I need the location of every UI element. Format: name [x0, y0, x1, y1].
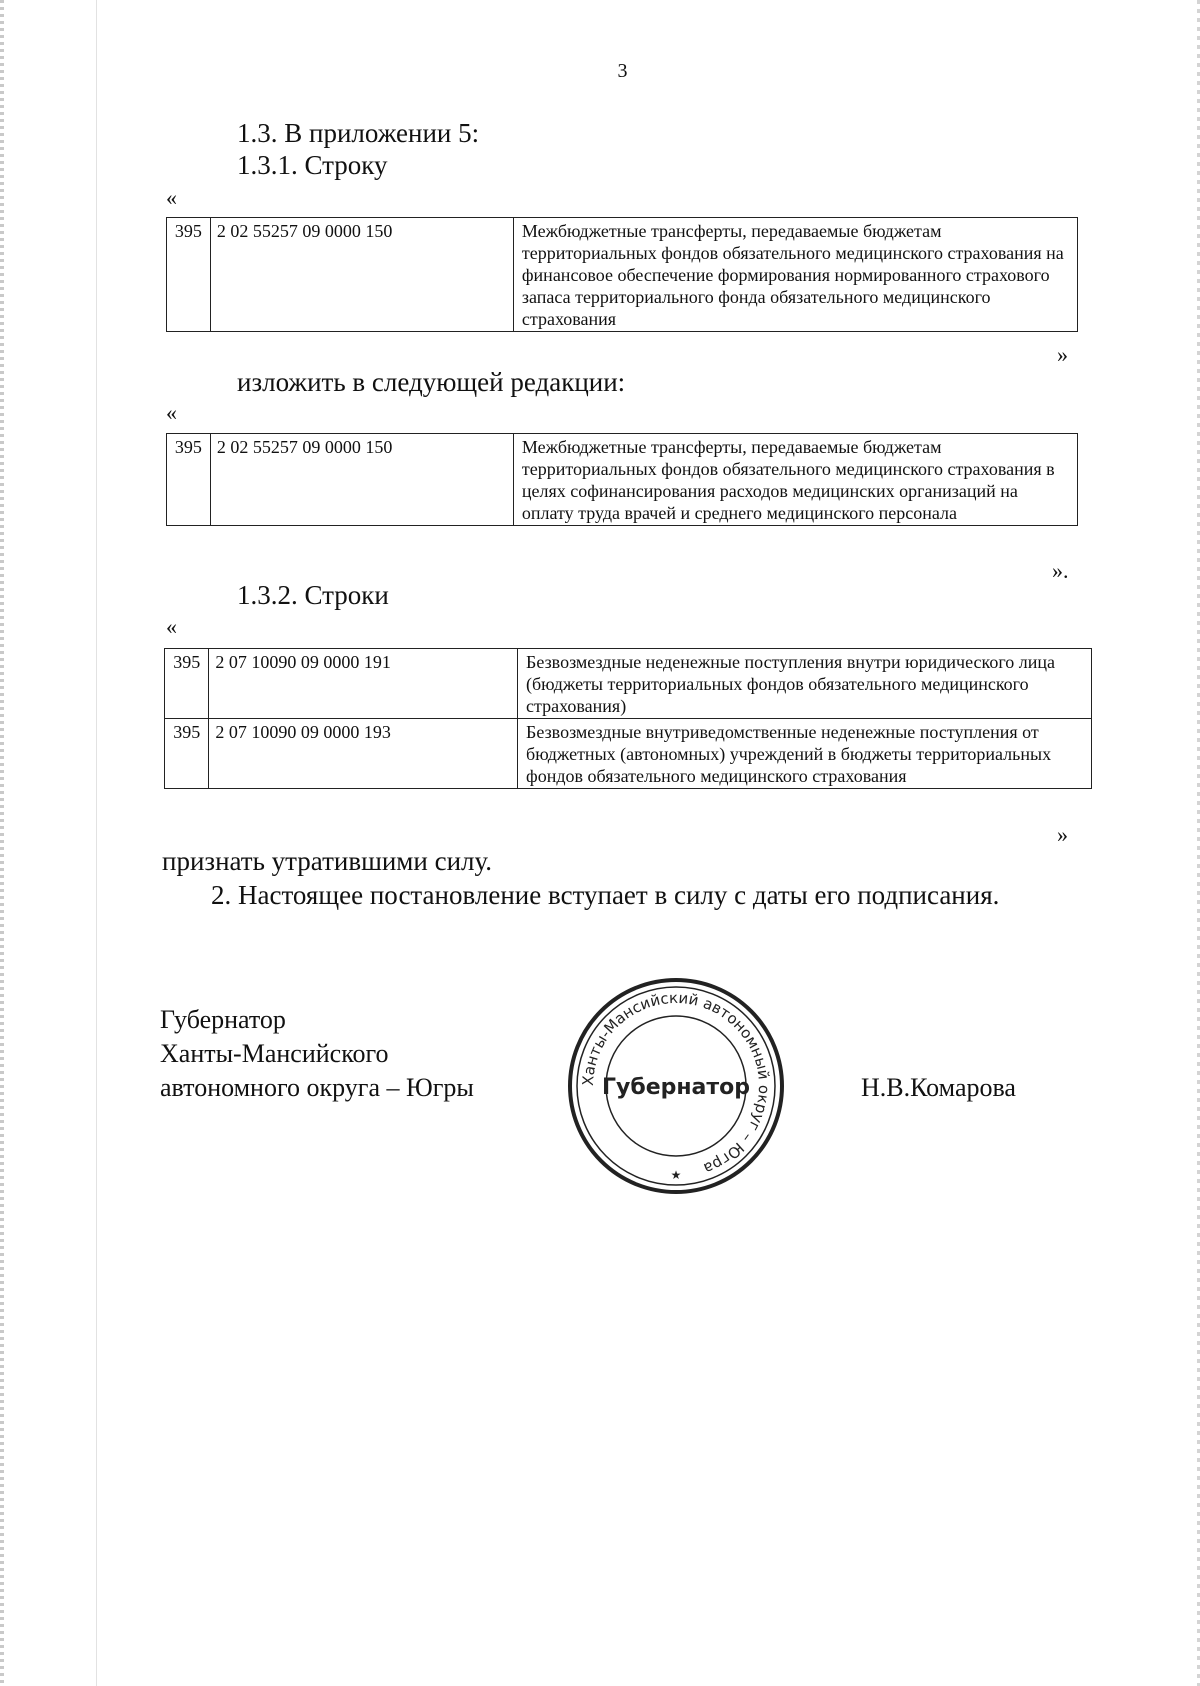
description-cell: Безвозмездные неденежные поступления внутри юридического лица (бюджеты территориальных фондов обязательного медицинского страхования) [518, 649, 1092, 719]
table-original-row [166, 217, 1078, 332]
code-cell: 395 [165, 649, 209, 719]
section-1-3-2-heading: 1.3.2. Строки [237, 580, 389, 610]
code-cell: 395 [167, 218, 211, 332]
description-cell: Безвозмездные внутриведомственные неденежные поступления от бюджетных (автономных) учреждений в бюджеты территориальных фондов обязательного медицинского страхования [518, 719, 1092, 789]
signatory-title-line: автономного округа – Югры [160, 1073, 474, 1102]
restate-instruction: изложить в следующей редакции: [237, 367, 626, 397]
scan-edge-left [0, 0, 4, 1686]
seal-star: ★ [670, 1168, 682, 1182]
kbk-cell: 2 02 55257 09 0000 150 [210, 434, 513, 526]
invalidate-text: признать утратившими силу. [162, 846, 493, 876]
kbk-cell: 2 07 10090 09 0000 191 [209, 649, 518, 719]
signatory-title [160, 1003, 474, 1105]
close-quote-period: ». [1052, 558, 1069, 583]
signatory-name: Н.В.Комарова [861, 1073, 1016, 1102]
section-1-3-heading: 1.3. В приложении 5: [237, 118, 480, 148]
page-number: 3 [617, 60, 628, 82]
table-row [165, 719, 1092, 789]
kbk-cell: 2 07 10090 09 0000 193 [209, 719, 518, 789]
table-invalidated-rows [164, 648, 1092, 789]
table-row [165, 649, 1092, 719]
table-row [167, 218, 1078, 332]
seal-ring-text: Ханты-Мансийский автономный округ – Югра [578, 988, 774, 1178]
code-cell: 395 [167, 434, 211, 526]
open-quote: « [166, 400, 177, 425]
signatory-title-line: Губернатор [160, 1005, 286, 1034]
scan-fold-line [96, 0, 97, 1686]
description-cell: Межбюджетные трансферты, передаваемые бюджетам территориальных фондов обязательного медицинского страхования на финансовое обеспечение формирования нормированного страхового запаса территориального фонда обязательного медицинского страхования [513, 218, 1077, 332]
seal-center-text: Губернатор [601, 1075, 751, 1100]
table-new-row [166, 433, 1078, 526]
official-seal [566, 976, 786, 1196]
section-1-3-1-heading: 1.3.1. Строку [237, 150, 388, 180]
signatory-title-line: Ханты-Мансийского [160, 1039, 389, 1068]
open-quote: « [166, 185, 177, 210]
code-cell: 395 [165, 719, 209, 789]
table-row [167, 434, 1078, 526]
open-quote: « [166, 614, 177, 639]
paragraph-2: 2. Настоящее постановление вступает в силу с даты его подписания. [211, 880, 1000, 910]
close-quote: » [1057, 822, 1068, 847]
close-quote: » [1057, 342, 1068, 367]
description-cell: Межбюджетные трансферты, передаваемые бюджетам территориальных фондов обязательного медицинского страхования в целях софинансирования расходов медицинских организаций на оплату труда врачей и среднего медицинского персонала [513, 434, 1077, 526]
kbk-cell: 2 02 55257 09 0000 150 [210, 218, 513, 332]
